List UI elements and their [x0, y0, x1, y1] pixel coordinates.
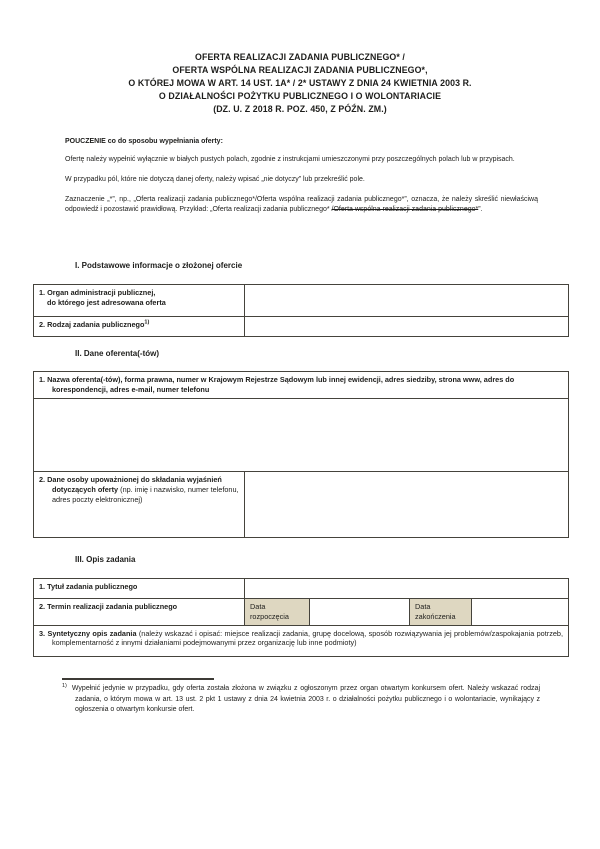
instructions-paragraph-3 — [65, 195, 538, 215]
field-data-zakonczenia[interactable] — [472, 599, 569, 626]
label-osoba-hint: (np. imię i nazwisko, numer telefonu, adres poczty elektronicznej) — [52, 484, 239, 504]
label-tytul-zadania: 1. Tytuł zadania publicznego — [34, 579, 245, 599]
field-tytul-zadania[interactable] — [245, 579, 569, 599]
label-organ-line-2: do którego jest adresowana oferta — [47, 297, 166, 307]
title-line-1: OFERTA REALIZACJI ZADANIA PUBLICZNEGO* / — [195, 52, 405, 62]
title-line-3: O KTÓREJ MOWA W ART. 14 UST. 1A* / 2* USTAWY Z DNIA 24 KWIETNIA 2003 R. — [128, 78, 472, 88]
label-osoba-bold: 2. Dane osoby upoważnionej do składania wyjaśnień dotyczących oferty — [39, 475, 222, 494]
section-3-heading: III. Opis zadania — [75, 555, 136, 564]
label-osoba-upowazniona — [34, 472, 245, 538]
section-2-heading: II. Dane oferenta(-tów) — [75, 349, 160, 358]
label-syntetyczny-opis — [34, 625, 569, 656]
section-1-heading: I. Podstawowe informacje o złożonej ofercie — [75, 261, 243, 270]
label-termin-realizacji: 2. Termin realizacji zadania publicznego — [34, 599, 245, 626]
footnote-1-marker: 1) — [62, 682, 67, 689]
instructions-paragraph-1: Ofertę należy wypełnić wyłącznie w białych pustych polach, zgodnie z instrukcjami umieszczonymi przy poszczególnych polach lub w przypisach. — [65, 156, 515, 163]
footnote-divider — [62, 678, 214, 680]
section-1-table — [33, 284, 569, 337]
label-data-rozpoczecia: Data rozpoczęcia — [245, 599, 310, 626]
label-rodzaj-text: 2. Rodzaj zadania publicznego — [39, 320, 145, 329]
label-organ-line-1: 1. Organ administracji publicznej, — [39, 288, 156, 297]
field-organ-administracji[interactable] — [245, 285, 569, 317]
label-rodzaj-zadania — [34, 317, 245, 337]
field-data-rozpoczecia[interactable] — [310, 599, 410, 626]
section-3-table — [33, 578, 569, 657]
title-line-4: O DZIAŁALNOŚCI POŻYTKU PUBLICZNEGO I O WOLONTARIACIE — [158, 91, 442, 101]
instructions-paragraph-2: W przypadku pól, które nie dotyczą danej oferty, należy wpisać „nie dotyczy” lub przekreślić pole. — [65, 176, 365, 183]
label-nazwa-oferenta-text: 1. Nazwa oferenta(-tów), forma prawna, numer w Krajowym Rejestrze Sądowym lub innej ewidencji, adres siedziby, strona www, adres do korespondencji, adres e-mail, numer telefonu — [39, 375, 515, 394]
label-opis-bold: 3. Syntetyczny opis zadania — [39, 628, 139, 638]
label-organ-administracji — [34, 285, 245, 317]
field-osoba-upowazniona[interactable] — [245, 472, 569, 538]
field-nazwa-oferenta[interactable] — [34, 399, 569, 472]
label-data-zakonczenia: Data zakończenia — [410, 599, 472, 626]
form-title — [0, 51, 600, 116]
instructions-heading: POUCZENIE co do sposobu wypełniania oferty: — [65, 138, 223, 145]
footnote-reference-1: 1) — [144, 319, 150, 326]
paragraph-3-strikethrough-text: /Oferta wspólna realizacji zadania publicznego* — [331, 206, 479, 213]
label-nazwa-oferenta — [34, 372, 569, 399]
paragraph-3-text: Zaznaczenie „*”, np., „Oferta realizacji zadania publicznego*/Oferta wspólna realizacji zadania publicznego*”, oznacza, że należy skreślić niewłaściwą odpowiedź i pozostawić prawidłową. Przykład: „Oferta realizacji zadania publicznego* — [65, 196, 538, 213]
instructions-section — [65, 137, 538, 225]
label-opis-hint: (należy wskazać i opisać: miejsce realizacji zadania, grupę docelową, sposób rozwiązywania jej problemów/zaspokajania potrzeb, komplementarność z innymi działaniami podejmowanymi przez organizację lub inne podmioty) — [52, 628, 563, 648]
paragraph-3-closing: ”. — [478, 206, 483, 213]
footnote-1 — [62, 684, 540, 716]
title-line-5: (DZ. U. Z 2018 R. POZ. 450, Z PÓŹN. ZM.) — [213, 104, 387, 114]
footnote-1-text: Wypełnić jedynie w przypadku, gdy oferta została złożona w związku z ogłoszonym przez organ otwartym konkursem ofert. Należy wskazać rodzaj zadania, o którym mowa w art. 13 ust. 2 pkt 1 ustawy z dnia 24 kwietnia 2003 r. o działalności pożytku publicznego i o wolontariacie, wynikający z ogłoszenia o otwartym konkursie ofert. — [71, 685, 540, 713]
field-rodzaj-zadania[interactable] — [245, 317, 569, 337]
title-line-2: OFERTA WSPÓLNA REALIZACJI ZADANIA PUBLICZNEGO*, — [172, 65, 428, 75]
section-2-table — [33, 371, 569, 538]
